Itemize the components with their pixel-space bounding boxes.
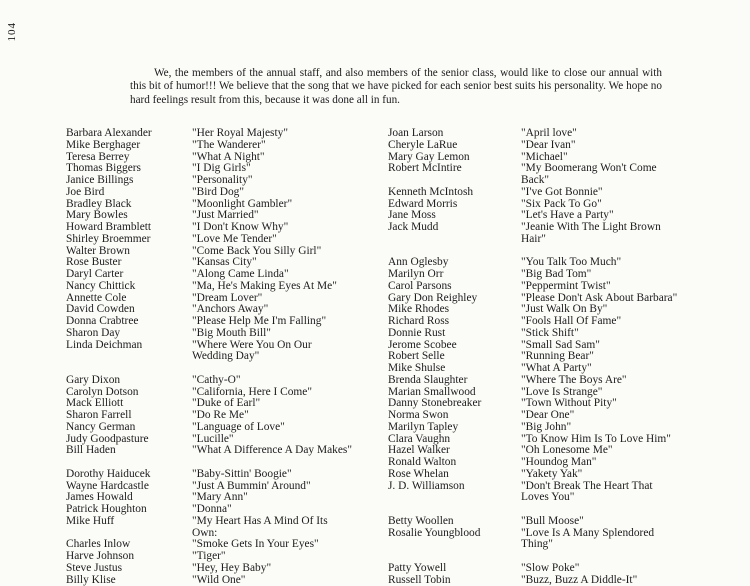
senior-name: Gary Dixon xyxy=(66,373,121,386)
senior-song-row xyxy=(388,316,681,328)
senior-song-row xyxy=(388,481,681,505)
list-spacer xyxy=(388,551,681,563)
senior-name: Russell Tobin xyxy=(388,573,451,586)
senior-song-row xyxy=(388,163,681,187)
song-title: "Let's Have a Party" xyxy=(521,209,614,222)
senior-name: Robert Selle xyxy=(388,350,445,363)
song-title: "Big John" xyxy=(521,420,572,433)
senior-song-row xyxy=(66,140,352,152)
senior-name: Ann Oglesby xyxy=(388,256,449,269)
senior-song-row xyxy=(66,469,352,481)
song-title: "Fools Hall Of Fame" xyxy=(521,315,622,327)
senior-name: Joe Bird xyxy=(66,185,105,198)
senior-name: Jack Mudd xyxy=(388,221,439,233)
senior-name: Hazel Walker xyxy=(388,444,450,457)
senior-name: Annette Cole xyxy=(66,291,127,304)
song-title: "Houndog Man" xyxy=(521,456,597,468)
senior-song-row xyxy=(388,410,681,422)
senior-name: Marilyn Orr xyxy=(388,268,444,280)
song-title: "Dear Ivan" xyxy=(521,138,576,151)
song-title: "Don't Break The Heart That Loves You" xyxy=(521,479,653,504)
song-title: "Ma, He's Making Eyes At Me" xyxy=(192,279,337,292)
song-title: "Just A Bummin' Around" xyxy=(192,479,311,492)
senior-song-row xyxy=(66,269,352,281)
senior-name: Richard Ross xyxy=(388,315,450,327)
list-spacer xyxy=(66,363,352,375)
senior-name: Donnie Rust xyxy=(388,326,446,339)
senior-name: Thomas Biggers xyxy=(66,162,141,175)
song-title: "Michael" xyxy=(521,150,568,163)
senior-name: Jerome Scobee xyxy=(388,338,457,351)
senior-name: Walter Brown xyxy=(66,244,130,257)
senior-name: Edward Morris xyxy=(388,197,458,210)
senior-name: Cheryle LaRue xyxy=(388,138,458,151)
song-title: "Her Royal Majesty" xyxy=(192,127,288,139)
song-title: "I Dig Girls" xyxy=(192,162,251,175)
song-title: "Slow Poke" xyxy=(521,561,580,574)
song-title: "Cathy-O" xyxy=(192,373,241,386)
senior-song-row xyxy=(66,410,352,422)
song-title: "What A Difference A Day Makes" xyxy=(192,444,352,457)
song-title: "Kansas City" xyxy=(192,256,257,269)
song-title: "Town Without Pity" xyxy=(521,397,617,410)
song-title: "Dream Lover" xyxy=(192,291,263,304)
senior-name: Clara Vaughn xyxy=(388,432,451,445)
senior-name: Linda Deichman xyxy=(66,338,143,351)
senior-song-row xyxy=(66,551,352,563)
song-title: "You Talk Too Much" xyxy=(521,256,622,269)
intro-paragraph xyxy=(130,67,662,107)
song-title: "Love Me Tender" xyxy=(192,232,277,245)
song-title: "Where Were You On Our Wedding Day" xyxy=(192,338,312,363)
song-title: "Buzz, Buzz A Diddle-It" xyxy=(521,573,638,586)
senior-name: Mack Elliott xyxy=(66,397,124,410)
senior-name: Ronald Walton xyxy=(388,456,457,468)
senior-name: Brenda Slaughter xyxy=(388,373,468,386)
song-title: "Hey, Hey Baby" xyxy=(192,561,272,574)
senior-name: Steve Justus xyxy=(66,561,123,574)
senior-name: Donna Crabtree xyxy=(66,315,139,327)
senior-name: Jane Moss xyxy=(388,209,436,222)
song-title: "Love Is A Many Splendored Thing" xyxy=(521,526,655,551)
senior-name: Marian Smallwood xyxy=(388,385,476,398)
senior-song-row xyxy=(66,575,352,586)
senior-song-row xyxy=(66,445,352,457)
senior-name: Sharon Farrell xyxy=(66,409,132,421)
left-column-list xyxy=(66,128,352,586)
song-title: "Stick Shift" xyxy=(521,326,579,339)
song-title: "Smoke Gets In Your Eyes" xyxy=(192,538,319,551)
senior-song-row xyxy=(66,563,352,575)
senior-name: Carol Parsons xyxy=(388,279,452,292)
song-title: "Anchors Away" xyxy=(192,303,269,316)
song-title: "Lucille" xyxy=(192,432,234,445)
song-title: "Duke of Earl" xyxy=(192,397,261,410)
senior-name: Rose Buster xyxy=(66,256,122,269)
song-title: "Tiger" xyxy=(192,550,226,562)
right-column-list xyxy=(388,128,681,586)
senior-name: Teresa Berrey xyxy=(66,150,130,163)
song-title: "My Heart Has A Mind Of Its Own: xyxy=(192,514,328,539)
senior-name: Nancy German xyxy=(66,420,136,433)
senior-name: Robert McIntire xyxy=(388,162,462,175)
senior-song-row xyxy=(66,375,352,387)
song-title: "Yakety Yak" xyxy=(521,467,583,480)
song-title: "Language of Love" xyxy=(192,420,285,433)
senior-song-row xyxy=(66,234,352,246)
senior-name: Rose Whelan xyxy=(388,467,449,480)
senior-name: Dorothy Haiducek xyxy=(66,467,151,480)
song-title: "Just Married" xyxy=(192,209,259,222)
senior-song-row xyxy=(388,516,681,528)
senior-name: Patrick Houghton xyxy=(66,503,147,515)
song-title: "Peppermint Twist" xyxy=(521,279,611,292)
song-title: "What A Night" xyxy=(192,150,265,163)
song-title: "Do Re Me" xyxy=(192,409,249,421)
senior-song-row xyxy=(66,422,352,434)
list-spacer xyxy=(66,457,352,469)
senior-song-row xyxy=(66,281,352,293)
senior-name: Daryl Carter xyxy=(66,268,124,280)
song-title: "Bull Moose" xyxy=(521,514,584,527)
senior-song-row xyxy=(388,575,681,586)
song-title: "Please Help Me I'm Falling" xyxy=(192,315,327,327)
senior-song-row xyxy=(388,140,681,152)
senior-name: Joan Larson xyxy=(388,127,444,139)
song-title: "Along Came Linda" xyxy=(192,268,289,280)
senior-name: Carolyn Dotson xyxy=(66,385,139,398)
song-title: "Jeanie With The Light Brown Hair" xyxy=(521,221,661,245)
senior-name: Billy Klise xyxy=(66,573,116,586)
song-title: "Love Is Strange" xyxy=(521,385,603,398)
senior-name: Gary Don Reighley xyxy=(388,291,478,304)
song-title: "Where The Boys Are" xyxy=(521,373,627,386)
senior-name: Mary Gay Lemon xyxy=(388,150,470,163)
intro-text: We, the members of the annual staff, and also members of the senior class, would like to close our annual with this bit of humor!!! We believe that the song that we have picked for each senior best suits his personality. We hope no hard feelings result from this, because it was done all in fun. xyxy=(130,67,662,106)
senior-song-row xyxy=(388,222,681,246)
senior-song-row xyxy=(66,340,352,364)
song-title: "I Don't Know Why" xyxy=(192,221,289,233)
senior-song-row xyxy=(66,187,352,199)
senior-song-row xyxy=(66,128,352,140)
senior-name: Betty Woollen xyxy=(388,514,454,527)
senior-name: Wayne Hardcastle xyxy=(66,479,149,492)
senior-name: Judy Goodpasture xyxy=(66,432,149,445)
senior-song-row xyxy=(66,516,352,540)
song-title: "Small Sad Sam" xyxy=(521,338,600,351)
senior-name: Mike Huff xyxy=(66,514,115,527)
song-title: "My Boomerang Won't Come Back" xyxy=(521,162,657,186)
senior-name: Janice Billings xyxy=(66,174,134,186)
senior-name: Howard Bramblett xyxy=(66,221,152,233)
song-title: "Donna" xyxy=(192,503,232,515)
song-title: "Baby-Sittin' Boogie" xyxy=(192,467,292,480)
song-title: "Big Mouth Bill" xyxy=(192,326,271,339)
song-title: "Moonlight Gambler" xyxy=(192,197,293,210)
senior-name: Marilyn Tapley xyxy=(388,420,459,433)
song-title: "California, Here I Come" xyxy=(192,385,313,398)
senior-song-row xyxy=(388,187,681,199)
senior-song-row xyxy=(388,422,681,434)
senior-name: Norma Swon xyxy=(388,409,449,421)
senior-song-row xyxy=(66,328,352,340)
song-title: "Big Bad Tom" xyxy=(521,268,592,280)
senior-name: Mike Rhodes xyxy=(388,303,450,316)
song-title: "Personality" xyxy=(192,174,253,186)
senior-song-row xyxy=(388,269,681,281)
senior-name: Shirley Broemmer xyxy=(66,232,151,245)
senior-name: Charles Inlow xyxy=(66,538,131,551)
senior-name: Mike Shulse xyxy=(388,362,446,374)
senior-song-row xyxy=(388,528,681,552)
song-title: "I've Got Bonnie" xyxy=(521,185,603,198)
song-title: "Just Walk On By" xyxy=(521,303,608,316)
senior-song-row xyxy=(66,175,352,187)
senior-song-row xyxy=(388,128,681,140)
senior-name: Kenneth McIntosh xyxy=(388,185,474,198)
senior-song-row xyxy=(388,469,681,481)
song-title: "Wild One" xyxy=(192,573,246,586)
senior-name: Sharon Day xyxy=(66,326,121,339)
senior-song-row xyxy=(388,563,681,575)
song-title: "What A Party" xyxy=(521,362,592,374)
page-number: 104 xyxy=(6,22,18,42)
song-title: "Come Back You Silly Girl" xyxy=(192,244,322,257)
senior-name: Mike Berghager xyxy=(66,138,141,151)
senior-name: Rosalie Youngblood xyxy=(388,526,481,539)
senior-name: Harve Johnson xyxy=(66,550,135,562)
senior-name: Barbara Alexander xyxy=(66,127,152,139)
senior-song-row xyxy=(66,504,352,516)
senior-song-row xyxy=(66,222,352,234)
senior-song-row xyxy=(388,375,681,387)
list-spacer xyxy=(388,504,681,516)
senior-name: Danny Stonebreaker xyxy=(388,397,482,410)
senior-song-row xyxy=(388,281,681,293)
senior-name: J. D. Williamson xyxy=(388,479,465,492)
senior-name: Patty Yowell xyxy=(388,561,447,574)
song-title: "Running Bear" xyxy=(521,350,594,363)
song-title: "Please Don't Ask About Barbara" xyxy=(521,291,678,304)
senior-song-row xyxy=(388,328,681,340)
song-title: "April love" xyxy=(521,127,577,139)
senior-name: Mary Bowles xyxy=(66,209,128,222)
senior-name: Nancy Chittick xyxy=(66,279,136,292)
senior-name: James Howald xyxy=(66,491,133,504)
song-title: "To Know Him Is To Love Him" xyxy=(521,432,671,445)
senior-song-row xyxy=(388,457,681,469)
song-title: "Bird Dog" xyxy=(192,185,245,198)
senior-name: Bradley Black xyxy=(66,197,132,210)
song-title: "Oh Lonesome Me" xyxy=(521,444,613,457)
senior-name: Bill Haden xyxy=(66,444,116,457)
senior-song-row xyxy=(388,363,681,375)
song-title: "Six Pack To Go" xyxy=(521,197,602,210)
song-title: "The Wanderer" xyxy=(192,138,266,151)
senior-name: David Cowden xyxy=(66,303,135,316)
song-title: "Mary Ann" xyxy=(192,491,248,504)
song-title: "Dear One" xyxy=(521,409,575,421)
senior-song-row xyxy=(66,316,352,328)
